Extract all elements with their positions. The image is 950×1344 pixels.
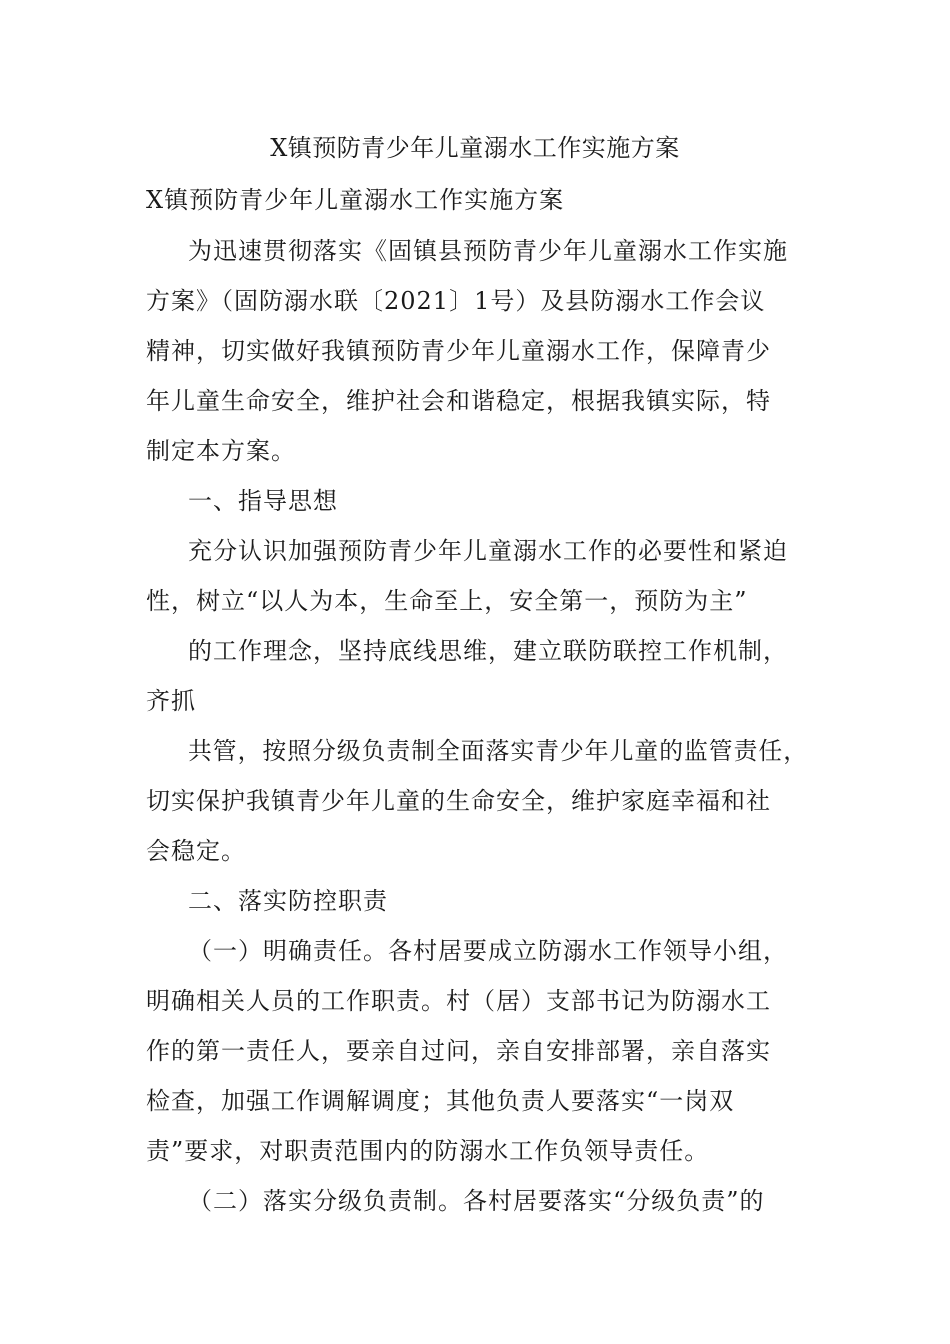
paragraph-line: 性，树立“以人为本，生命至上，安全第一，预防为主” <box>146 587 748 615</box>
paragraph-line: 切实保护我镇青少年儿童的生命安全，维护家庭幸福和社 <box>146 787 771 815</box>
paragraph-line: 会稳定。 <box>146 837 246 865</box>
paragraph-line: 充分认识加强预防青少年儿童溺水工作的必要性和紧迫 <box>188 537 788 565</box>
paragraph-line: （一）明确责任。各村居要成立防溺水工作领导小组， <box>188 937 788 965</box>
paragraph-line: 制定本方案。 <box>146 437 296 465</box>
paragraph-line: 的工作理念，坚持底线思维，建立联防联控工作机制， <box>188 637 788 665</box>
paragraph-line: 方案》（固防溺水联〔2021〕1号）及县防溺水工作会议 <box>146 287 766 315</box>
paragraph-line: 共管，按照分级负责制全面落实青少年儿童的监管责任， <box>188 737 808 765</box>
paragraph-line: 精神，切实做好我镇预防青少年儿童溺水工作，保障青少 <box>146 337 771 365</box>
paragraph-line: （二）落实分级负责制。各村居要落实“分级负责”的 <box>188 1187 765 1215</box>
paragraph-line: 为迅速贯彻落实《固镇县预防青少年儿童溺水工作实施 <box>188 237 788 265</box>
section-heading: 一、指导思想 <box>188 487 338 515</box>
paragraph-line: 明确相关人员的工作职责。村（居）支部书记为防溺水工 <box>146 987 771 1015</box>
paragraph-line: 责”要求，对职责范围内的防溺水工作负领导责任。 <box>146 1137 710 1165</box>
paragraph-line: 齐抓 <box>146 687 196 715</box>
subtitle-line: X镇预防青少年儿童溺水工作实施方案 <box>146 186 565 214</box>
paragraph-line: 年儿童生命安全，维护社会和谐稳定，根据我镇实际，特 <box>146 387 771 415</box>
document-title: X镇预防青少年儿童溺水工作实施方案 <box>270 134 680 162</box>
paragraph-line: 检查，加强工作调解调度；其他负责人要落实“一岗双 <box>146 1087 735 1115</box>
section-heading: 二、落实防控职责 <box>188 887 388 915</box>
paragraph-line: 作的第一责任人，要亲自过问，亲自安排部署，亲自落实 <box>146 1037 771 1065</box>
